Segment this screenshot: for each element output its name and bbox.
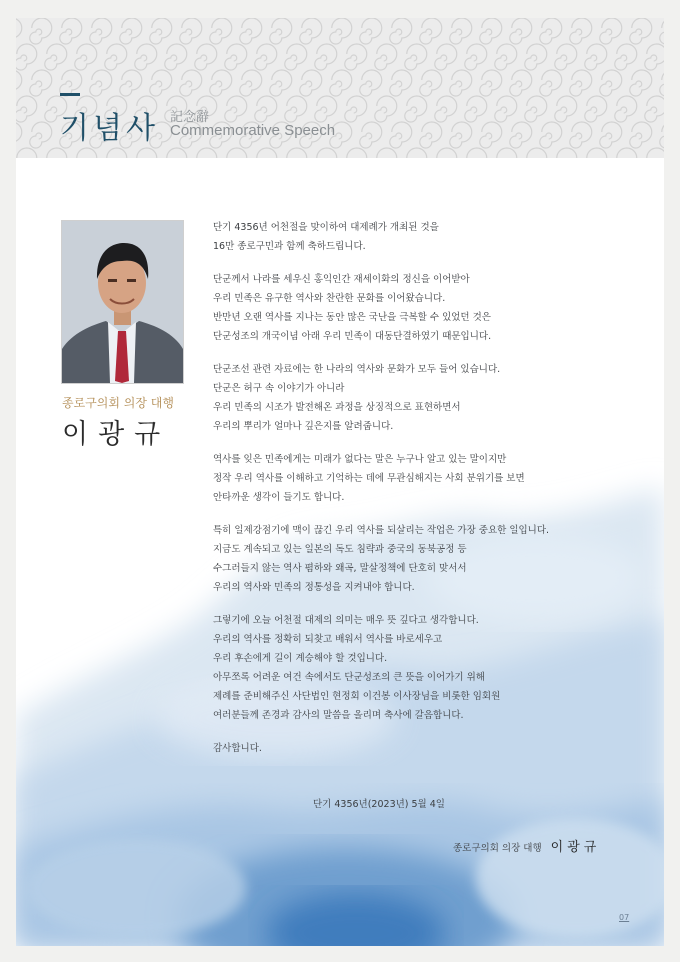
speech-line: 우리의 역사와 민족의 정통성을 지켜내야 합니다. [213,582,415,593]
signature-role: 종로구의회 의장 대행 [453,843,542,854]
speech-line: 16만 종로구민과 함께 축하드립니다. [213,241,366,252]
speech-line: 수그러들지 않는 역사 폄하와 왜곡, 말살정책에 단호히 맞서서 [213,563,467,574]
speech-line: 우리의 역사를 정확히 되찾고 배워서 역사를 바로세우고 [213,634,443,645]
signature-name: 이광규 [550,840,601,855]
page [16,18,664,946]
speech-paragraph [213,450,633,507]
speech-line: 우리 민족은 유구한 역사와 찬란한 문화를 이어왔습니다. [213,293,446,304]
speech-line: 우리 민족의 시조가 발전해온 과정을 상징적으로 표현하면서 [213,402,461,413]
speech-line: 제례를 준비해주신 사단법인 현정회 이건봉 이사장님을 비롯한 임회원 [213,691,501,702]
page-title-english: Commemorative Speech [170,122,336,139]
page-title-hanja: 記念辭 [170,110,210,125]
speech-paragraph [213,611,633,725]
title-accent-bar [60,93,80,96]
speaker-portrait [61,220,184,384]
speech-date: 단기 4356년(2023년) 5월 4일 [313,799,445,810]
speech-line: 우리의 뿌리가 얼마나 깊은지를 알려줍니다. [213,421,394,432]
speaker-role: 종로구의회 의장 대행 [62,396,174,410]
speech-line: 지금도 계속되고 있는 일본의 독도 침략과 중국의 동북공정 등 [213,544,467,555]
speech-line: 단군성조의 개국이념 아래 우리 민족이 대동단결하였기 때문입니다. [213,331,492,342]
speech-line: 그렇기에 오늘 어천절 대제의 의미는 매우 뜻 깊다고 생각합니다. [213,615,479,626]
speech-line: 아무쪼록 어려운 여건 속에서도 단군성조의 큰 뜻을 이어가기 위해 [213,672,485,683]
signature-block [453,836,600,855]
speech-line: 단군께서 나라를 세우신 홍익인간 재세이화의 정신을 이어받아 [213,274,470,285]
speech-line: 여러분들께 존경과 감사의 말씀을 올리며 축사에 갈음합니다. [213,710,464,721]
speech-paragraph [213,360,633,436]
speech-paragraph [213,218,633,256]
speech-line: 우리 후손에게 길이 계승해야 할 것입니다. [213,653,388,664]
speech-paragraph [213,521,633,597]
speech-line: 안타까운 생각이 들기도 합니다. [213,492,345,503]
speech-line: 단기 4356년 어천절을 맞이하여 대제례가 개최된 것을 [213,222,439,233]
speech-line: 반만년 오랜 역사를 지나는 동안 많은 국난을 극복할 수 있었던 것은 [213,312,491,323]
speech-line: 역사를 잊은 민족에게는 미래가 없다는 말은 누구나 알고 있는 말이지만 [213,454,507,465]
speech-paragraph [213,270,633,346]
speaker-name: 이광규 [62,419,171,450]
speech-body [213,218,633,772]
speech-paragraph [213,739,633,758]
page-title: 기념사 [60,111,159,146]
page-number: 07 [619,913,630,922]
portrait-image [62,221,183,383]
speech-line: 단군조선 관련 자료에는 한 나라의 역사와 문화가 모두 들어 있습니다. [213,364,501,375]
speech-line: 특히 일제강점기에 맥이 끊긴 우리 역사를 되살리는 작업은 가장 중요한 일입니다. [213,525,550,536]
speech-line: 단군은 허구 속 이야기가 아니라 [213,383,345,394]
speech-line: 정작 우리 역사를 이해하고 기억하는 데에 무관심해지는 사회 분위기를 보면 [213,473,525,484]
speech-line: 감사합니다. [213,743,262,754]
